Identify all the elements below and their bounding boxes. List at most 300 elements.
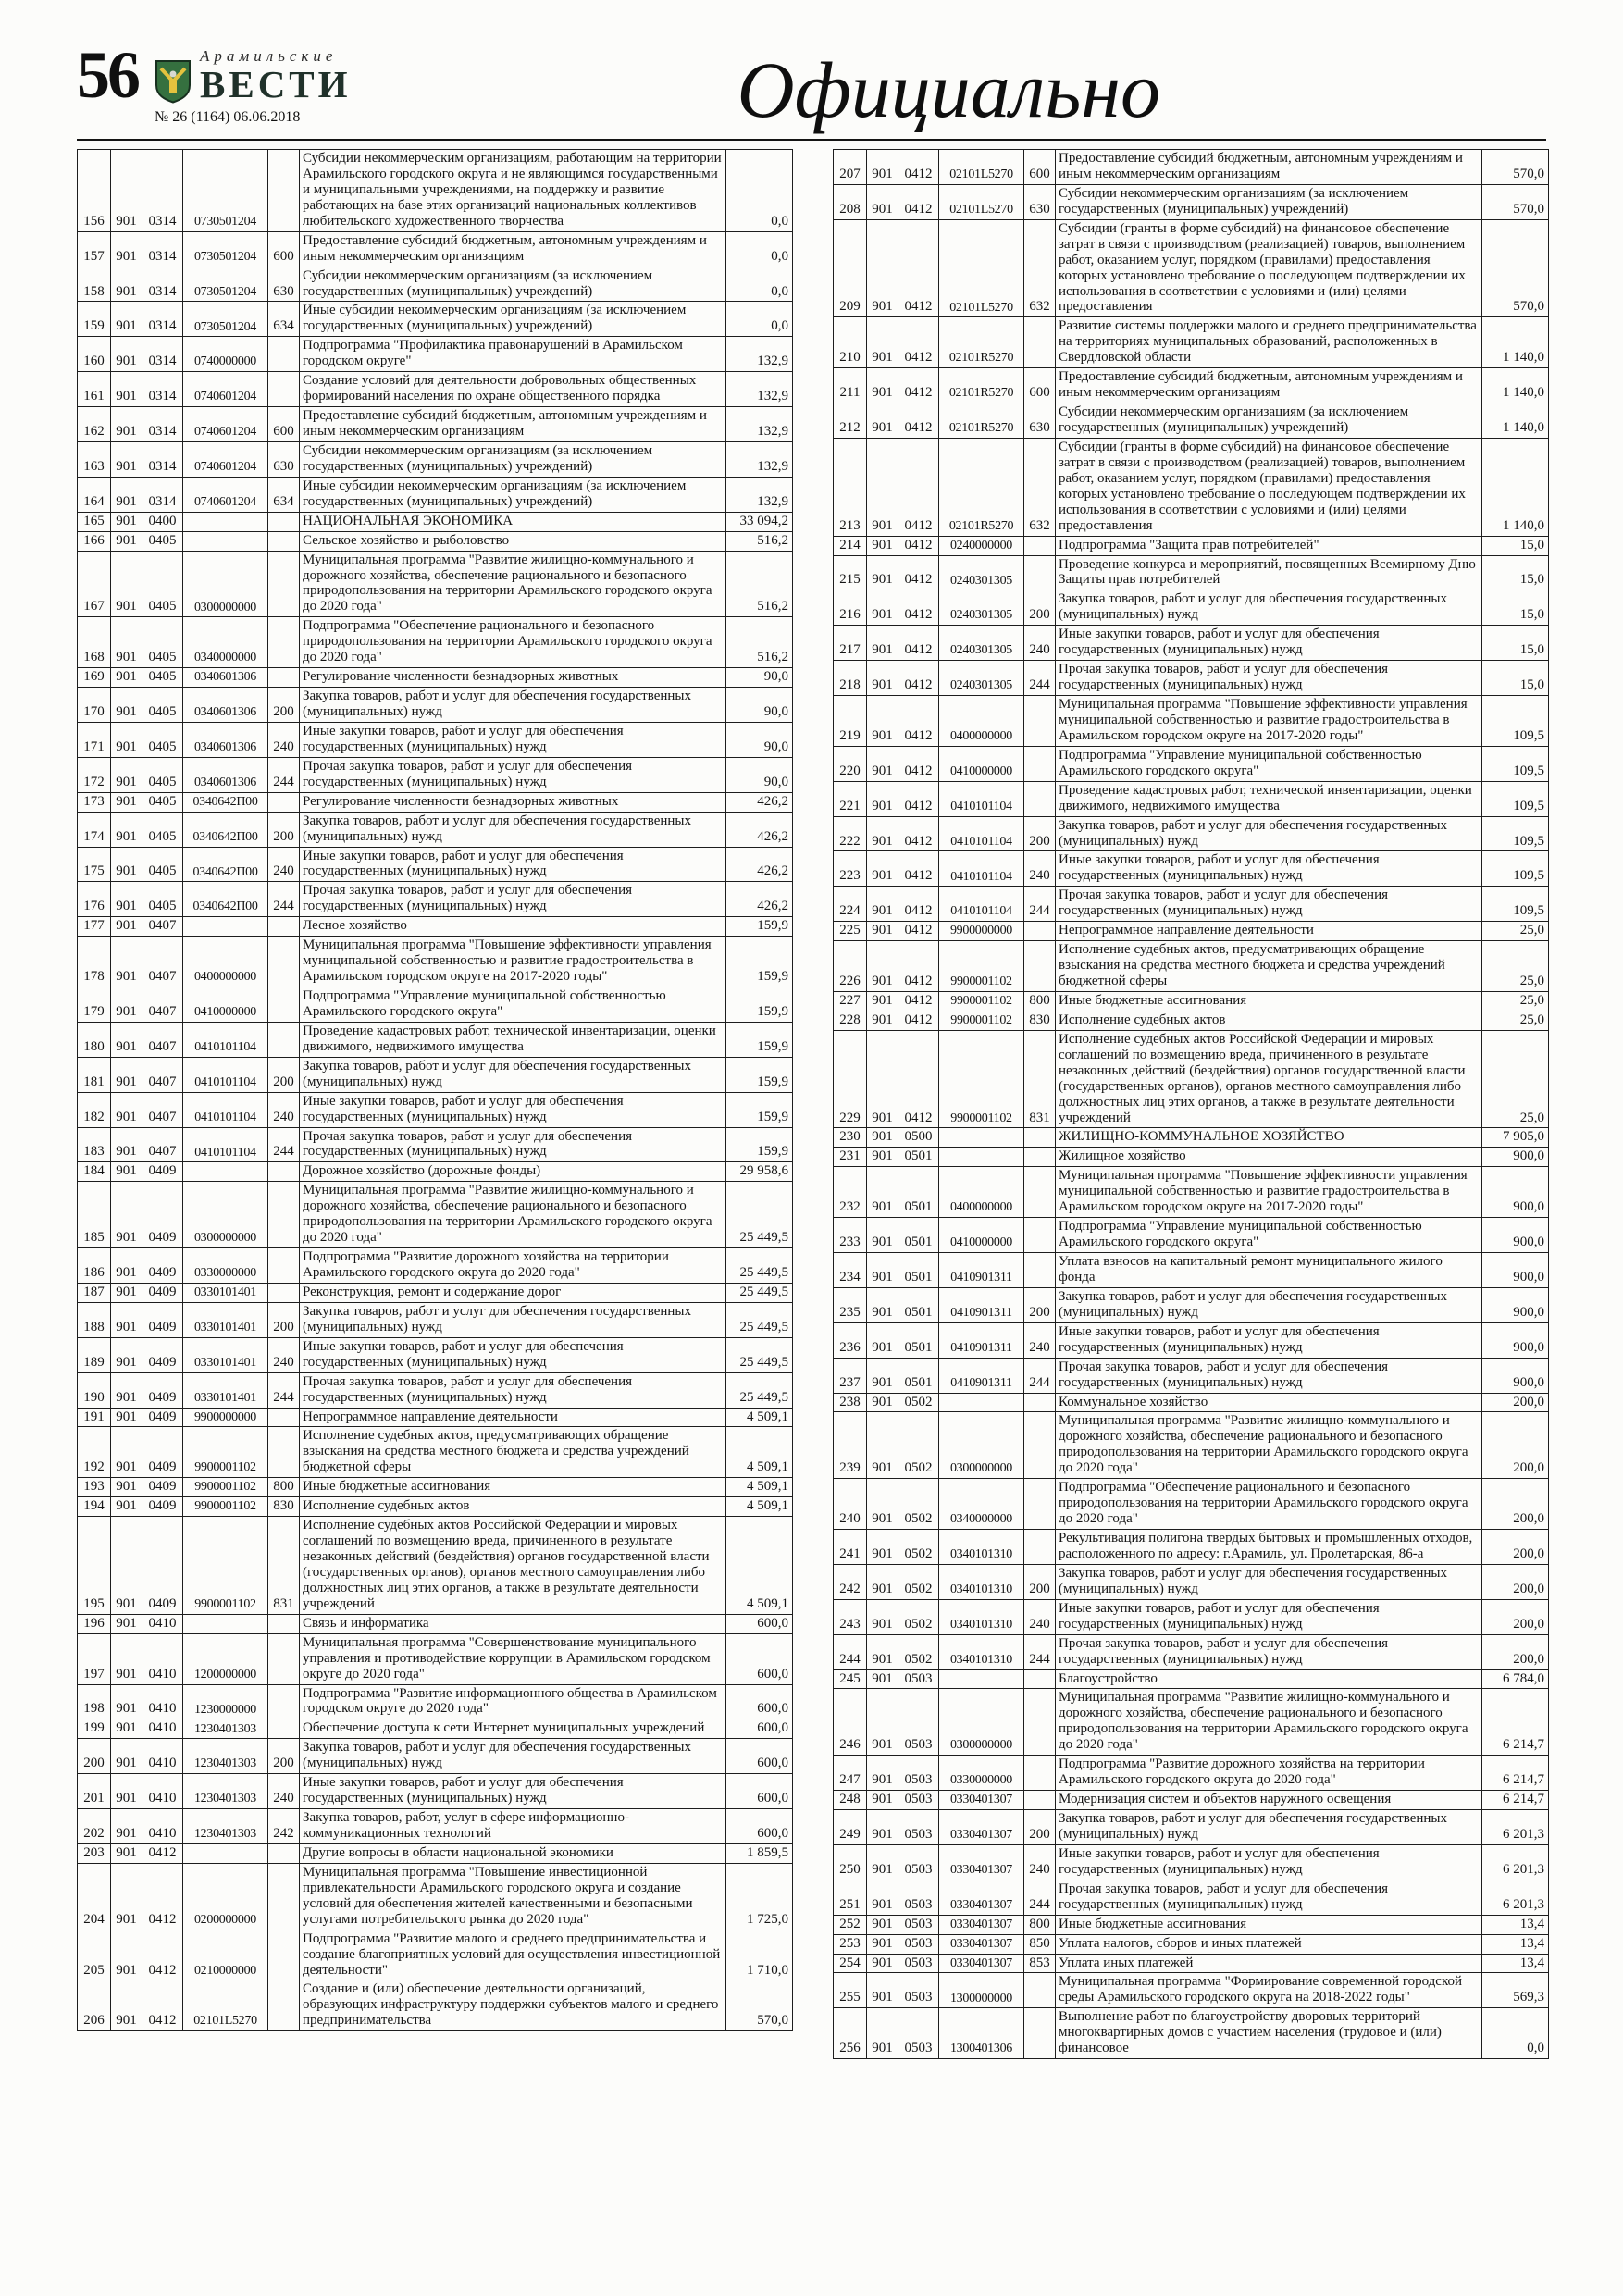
target-article-cell [183,531,268,551]
budget-row [834,219,1549,317]
expense-type-cell [1024,746,1056,781]
expense-name-cell: Уплата налогов, сборов и иных платежей [1056,1934,1482,1954]
amount-cell: 900,0 [1482,1253,1549,1288]
expense-name-cell: Иные субсидии некоммерческим организациям (за исключением государственных (муниципальных) учреждений) [300,477,726,512]
section-code-cell: 0407 [142,1057,183,1092]
expense-name-cell: Жилищное хозяйство [1056,1148,1482,1167]
target-article-cell: 0730501204 [183,231,268,267]
row-number-cell: 209 [834,219,867,317]
budget-row [78,1427,793,1478]
row-number-cell: 206 [78,1980,111,2031]
budget-row [78,1809,793,1844]
grbs-code-cell: 901 [111,551,142,617]
target-article-cell: 0330101401 [183,1302,268,1337]
amount-cell: 200,0 [1482,1479,1549,1530]
budget-row [78,1863,793,1930]
grbs-code-cell: 901 [111,1283,142,1302]
row-number-cell: 231 [834,1148,867,1167]
expense-type-cell: 200 [268,1739,300,1774]
target-article-cell: 0300000000 [183,551,268,617]
amount-cell: 4 509,1 [726,1497,793,1517]
target-article-cell: 0410101104 [939,851,1024,887]
budget-row [78,812,793,847]
section-code-cell: 0412 [898,368,939,403]
row-number-cell: 169 [78,668,111,688]
section-code-cell: 0412 [898,403,939,439]
section-code-cell: 0503 [898,1954,939,1973]
row-number-cell: 254 [834,1954,867,1973]
amount-cell: 6 201,3 [1482,1880,1549,1915]
expense-type-cell: 242 [268,1809,300,1844]
grbs-code-cell: 901 [867,1973,898,2008]
row-number-cell: 227 [834,991,867,1011]
grbs-code-cell: 901 [867,590,898,626]
row-number-cell: 226 [834,941,867,992]
row-number-cell: 229 [834,1030,867,1128]
amount-cell: 25,0 [1482,991,1549,1011]
row-number-cell: 217 [834,626,867,661]
target-article-cell: 0330401307 [939,1934,1024,1954]
row-number-cell: 245 [834,1669,867,1689]
section-code-cell: 0409 [142,1248,183,1284]
expense-type-cell: 200 [1024,1287,1056,1322]
budget-row [834,1393,1549,1412]
budget-row [78,512,793,531]
section-code-cell: 0314 [142,231,183,267]
target-article-cell [939,1669,1024,1689]
page-header [0,0,1623,134]
amount-cell: 7 905,0 [1482,1128,1549,1148]
grbs-code-cell: 901 [111,337,142,372]
amount-cell: 25,0 [1482,941,1549,992]
section-code-cell: 0412 [898,816,939,851]
section-code-cell: 0407 [142,1022,183,1057]
section-code-cell: 0405 [142,668,183,688]
amount-cell: 600,0 [726,1614,793,1633]
expense-name-cell: Реконструкция, ремонт и содержание дорог [300,1283,726,1302]
grbs-code-cell: 901 [111,937,142,987]
budget-row [78,1774,793,1809]
amount-cell: 570,0 [1482,150,1549,185]
section-code-cell: 0412 [898,991,939,1011]
grbs-code-cell: 901 [867,941,898,992]
row-number-cell: 156 [78,150,111,232]
budget-row [78,551,793,617]
grbs-code-cell: 901 [111,512,142,531]
expense-name-cell: Прочая закупка товаров, работ и услуг для обеспечения государственных (муниципальных) нужд [300,1127,726,1162]
expense-type-cell: 830 [268,1497,300,1517]
expense-type-cell [1024,1669,1056,1689]
section-code-cell: 0501 [898,1218,939,1253]
expense-name-cell: Регулирование численности безнадзорных животных [300,792,726,812]
expense-type-cell [268,150,300,232]
budget-row [78,302,793,337]
expense-type-cell [1024,922,1056,941]
budget-row [834,590,1549,626]
budget-row [834,1358,1549,1393]
amount-cell: 0,0 [1482,2008,1549,2059]
target-article-cell: 02101R5270 [939,403,1024,439]
target-article-cell: 0200000000 [183,1863,268,1930]
aramil-coat-of-arms-icon [155,59,192,104]
expense-type-cell: 200 [1024,590,1056,626]
amount-cell: 6 214,7 [1482,1689,1549,1756]
expense-name-cell: Подпрограмма "Развитие дорожного хозяйства на территории Арамильского городского округа до 2020 года" [1056,1756,1482,1791]
expense-name-cell: Иные закупки товаров, работ и услуг для обеспечения государственных (муниципальных) нужд [1056,851,1482,887]
budget-row [834,1253,1549,1288]
grbs-code-cell: 901 [111,792,142,812]
section-code-cell: 0314 [142,441,183,477]
expense-name-cell: Иные закупки товаров, работ и услуг для обеспечения государственных (муниципальных) нужд [300,1337,726,1372]
budget-row [78,372,793,407]
section-code-cell: 0501 [898,1253,939,1288]
grbs-code-cell: 901 [111,722,142,757]
amount-cell: 600,0 [726,1684,793,1719]
expense-name-cell: НАЦИОНАЛЬНАЯ ЭКОНОМИКА [300,512,726,531]
budget-row [78,1478,793,1497]
budget-row [78,757,793,792]
budget-row [78,1057,793,1092]
amount-cell: 25,0 [1482,922,1549,941]
expense-name-cell: Связь и информатика [300,1614,726,1633]
budget-row [834,2008,1549,2059]
grbs-code-cell: 901 [867,1479,898,1530]
target-article-cell: 9900000000 [939,922,1024,941]
target-article-cell: 0330101401 [183,1283,268,1302]
grbs-code-cell: 901 [867,1844,898,1880]
expense-type-cell [1024,317,1056,368]
amount-cell: 4 509,1 [726,1427,793,1478]
grbs-code-cell: 901 [867,1148,898,1167]
grbs-code-cell: 901 [111,1809,142,1844]
target-article-cell: 0740000000 [183,337,268,372]
budget-table-right [833,149,1549,2059]
budget-row [834,1322,1549,1358]
row-number-cell: 238 [834,1393,867,1412]
expense-type-cell: 240 [1024,851,1056,887]
section-code-cell: 0503 [898,1791,939,1810]
amount-cell: 900,0 [1482,1287,1549,1322]
budget-row [834,1128,1549,1148]
section-code-cell: 0502 [898,1564,939,1599]
target-article-cell: 1230000000 [183,1684,268,1719]
grbs-code-cell: 901 [111,1719,142,1739]
expense-name-cell: Исполнение судебных актов [1056,1011,1482,1030]
amount-cell: 132,9 [726,372,793,407]
section-code-cell: 0407 [142,917,183,937]
expense-name-cell: Иные субсидии некоммерческим организациям (за исключением государственных (муниципальных) учреждений) [300,302,726,337]
amount-cell: 1 140,0 [1482,317,1549,368]
expense-name-cell: Прочая закупка товаров, работ и услуг для обеспечения государственных (муниципальных) нужд [300,882,726,917]
row-number-cell: 203 [78,1843,111,1863]
expense-name-cell: Закупка товаров, работ и услуг для обеспечения государственных (муниципальных) нужд [300,1302,726,1337]
amount-cell: 13,4 [1482,1915,1549,1934]
grbs-code-cell: 901 [867,851,898,887]
expense-type-cell: 240 [1024,1844,1056,1880]
row-number-cell: 161 [78,372,111,407]
amount-cell: 159,9 [726,937,793,987]
amount-cell: 29 958,6 [726,1162,793,1182]
amount-cell: 6 201,3 [1482,1810,1549,1845]
expense-name-cell: Лесное хозяйство [300,917,726,937]
expense-name-cell: Иные закупки товаров, работ и услуг для обеспечения государственных (муниципальных) нужд [300,1092,726,1127]
target-article-cell: 0410901311 [939,1287,1024,1322]
amount-cell: 25 449,5 [726,1302,793,1337]
budget-row [78,882,793,917]
amount-cell: 25 449,5 [726,1283,793,1302]
expense-type-cell: 600 [1024,150,1056,185]
expense-type-cell [268,551,300,617]
target-article-cell: 0330000000 [939,1756,1024,1791]
grbs-code-cell: 901 [111,1092,142,1127]
section-code-cell: 0405 [142,812,183,847]
section-code-cell: 0503 [898,2008,939,2059]
budget-row [834,746,1549,781]
target-article-cell [183,1614,268,1633]
target-article-cell [183,1162,268,1182]
budget-row [78,722,793,757]
budget-rows-right [834,150,1549,2059]
row-number-cell: 174 [78,812,111,847]
amount-cell: 516,2 [726,531,793,551]
target-article-cell: 0340000000 [939,1479,1024,1530]
expense-name-cell: Прочая закупка товаров, работ и услуг для обеспечения государственных (муниципальных) нужд [1056,1634,1482,1669]
expense-type-cell [1024,2008,1056,2059]
grbs-code-cell: 901 [867,1167,898,1218]
budget-row [834,781,1549,816]
expense-type-cell: 600 [268,407,300,442]
target-article-cell: 0400000000 [183,937,268,987]
expense-name-cell: Регулирование численности безнадзорных животных [300,668,726,688]
budget-row [834,887,1549,922]
row-number-cell: 233 [834,1218,867,1253]
expense-type-cell: 240 [268,1092,300,1127]
expense-name-cell: Муниципальная программа "Развитие жилищно-коммунального и дорожного хозяйства, обеспечение рационального и безопасного природопользования на территории Арамильского городского округа до 2020 года" [300,1182,726,1248]
amount-cell: 132,9 [726,477,793,512]
budget-row [834,150,1549,185]
amount-cell: 13,4 [1482,1934,1549,1954]
expense-type-cell [268,1843,300,1863]
row-number-cell: 189 [78,1337,111,1372]
row-number-cell: 228 [834,1011,867,1030]
grbs-code-cell: 901 [867,626,898,661]
target-article-cell: 0410101104 [183,1092,268,1127]
section-code-cell: 0405 [142,617,183,668]
row-number-cell: 158 [78,267,111,302]
section-code-cell: 0412 [898,590,939,626]
target-article-cell: 0300000000 [939,1412,1024,1479]
target-article-cell: 0340101310 [939,1530,1024,1565]
budget-row [78,337,793,372]
grbs-code-cell: 901 [867,438,898,536]
target-article-cell: 0740601204 [183,477,268,512]
budget-row [834,438,1549,536]
section-title: Официально [737,45,1160,134]
target-article-cell: 0410000000 [939,1218,1024,1253]
amount-cell: 426,2 [726,847,793,882]
amount-cell: 6 201,3 [1482,1844,1549,1880]
expense-type-cell [268,792,300,812]
expense-type-cell [1024,1393,1056,1412]
budget-row [834,941,1549,992]
row-number-cell: 250 [834,1844,867,1880]
amount-cell: 159,9 [726,917,793,937]
grbs-code-cell: 901 [111,847,142,882]
amount-cell: 159,9 [726,1022,793,1057]
expense-name-cell: Подпрограмма "Управление муниципальной собственностью Арамильского городского округа" [300,987,726,1023]
section-code-cell: 0502 [898,1393,939,1412]
expense-name-cell: Субсидии некоммерческим организациям (за исключением государственных (муниципальных) учреждений) [300,441,726,477]
expense-name-cell: Иные закупки товаров, работ и услуг для обеспечения государственных (муниципальных) нужд [300,1774,726,1809]
grbs-code-cell: 901 [111,882,142,917]
newspaper-logo [155,48,352,126]
expense-name-cell: Прочая закупка товаров, работ и услуг для обеспечения государственных (муниципальных) нужд [1056,1880,1482,1915]
row-number-cell: 195 [78,1517,111,1615]
expense-type-cell: 853 [1024,1954,1056,1973]
expense-type-cell [268,1930,300,1980]
budget-row [834,1287,1549,1322]
row-number-cell: 216 [834,590,867,626]
expense-type-cell: 240 [268,1337,300,1372]
expense-name-cell: Прочая закупка товаров, работ и услуг для обеспечения государственных (муниципальных) нужд [300,757,726,792]
section-code-cell: 0314 [142,150,183,232]
section-code-cell: 0412 [898,219,939,317]
expense-name-cell: Проведение кадастровых работ, технической инвентаризации, оценки движимого, недвижимого имущества [1056,781,1482,816]
expense-type-cell: 240 [268,1774,300,1809]
row-number-cell: 183 [78,1127,111,1162]
expense-type-cell: 244 [268,1127,300,1162]
target-article-cell: 0240000000 [939,536,1024,555]
amount-cell: 1 710,0 [726,1930,793,1980]
expense-name-cell: Закупка товаров, работ и услуг для обеспечения государственных (муниципальных) нужд [1056,1287,1482,1322]
budget-row [834,922,1549,941]
row-number-cell: 211 [834,368,867,403]
target-article-cell: 0410101104 [183,1057,268,1092]
page-number: 56 [77,38,138,112]
grbs-code-cell: 901 [867,1689,898,1756]
section-code-cell: 0400 [142,512,183,531]
brand-top-label: Арамильские [200,47,338,65]
amount-cell: 200,0 [1482,1599,1549,1634]
target-article-cell: 0340101310 [939,1599,1024,1634]
row-number-cell: 255 [834,1973,867,2008]
expense-type-cell: 200 [268,812,300,847]
expense-name-cell: Прочая закупка товаров, работ и услуг для обеспечения государственных (муниципальных) нужд [1056,661,1482,696]
target-article-cell: 0300000000 [183,1182,268,1248]
section-code-cell: 0409 [142,1478,183,1497]
expense-type-cell [268,1022,300,1057]
row-number-cell: 159 [78,302,111,337]
target-article-cell: 0740601204 [183,372,268,407]
expense-name-cell: Муниципальная программа "Развитие жилищно-коммунального и дорожного хозяйства, обеспечение рационального и безопасного природопользования на территории Арамильского городского округа до 2020 года" [1056,1412,1482,1479]
target-article-cell: 0330401307 [939,1954,1024,1973]
expense-name-cell: Подпрограмма "Профилактика правонарушений в Арамильском городском округе" [300,337,726,372]
amount-cell: 1 725,0 [726,1863,793,1930]
section-code-cell: 0412 [142,1980,183,2031]
amount-cell: 200,0 [1482,1530,1549,1565]
expense-type-cell: 240 [1024,626,1056,661]
expense-type-cell [1024,536,1056,555]
section-code-cell: 0405 [142,792,183,812]
expense-name-cell: Закупка товаров, работ и услуг для обеспечения государственных (муниципальных) нужд [1056,1810,1482,1845]
amount-cell: 25,0 [1482,1030,1549,1128]
section-code-cell: 0500 [898,1128,939,1148]
section-code-cell: 0407 [142,1127,183,1162]
amount-cell: 132,9 [726,441,793,477]
row-number-cell: 252 [834,1915,867,1934]
grbs-code-cell: 901 [867,746,898,781]
expense-name-cell: Исполнение судебных актов [300,1497,726,1517]
expense-name-cell: Муниципальная программа "Совершенствование муниципального управления и противодействие коррупции в Арамильском городском округе до 2020 года" [300,1633,726,1684]
expense-type-cell [268,531,300,551]
budget-row [834,1689,1549,1756]
target-article-cell: 0410901311 [939,1322,1024,1358]
amount-cell: 4 509,1 [726,1517,793,1615]
amount-cell: 132,9 [726,407,793,442]
expense-name-cell: Подпрограмма "Развитие информационного общества в Арамильском городском округе до 2020 года" [300,1684,726,1719]
expense-name-cell: Субсидии (гранты в форме субсидий) на финансовое обеспечение затрат в связи с производством (реализацией) товаров, выполнением работ, оказанием услуг, порядком (правилами) предоставления которых установлено требование о последующем подтверждении их использования в соответствии с условиями и (или) целями предоставления [1056,219,1482,317]
row-number-cell: 199 [78,1719,111,1739]
amount-cell: 600,0 [726,1739,793,1774]
grbs-code-cell: 901 [867,1393,898,1412]
expense-name-cell: Выполнение работ по благоустройству дворовых территорий многоквартирных домов с участием населения (трудовое и (или) финансовое [1056,2008,1482,2059]
expense-type-cell [268,1633,300,1684]
budget-row [78,668,793,688]
section-code-cell: 0405 [142,551,183,617]
budget-row [78,917,793,937]
expense-type-cell [268,1283,300,1302]
row-number-cell: 190 [78,1372,111,1408]
expense-name-cell: Подпрограмма "Защита прав потребителей" [1056,536,1482,555]
budget-row [834,1148,1549,1167]
section-code-cell: 0409 [142,1162,183,1182]
target-article-cell: 02101L5270 [939,184,1024,219]
grbs-code-cell: 901 [867,991,898,1011]
section-code-cell: 0314 [142,302,183,337]
budget-row [834,1880,1549,1915]
expense-name-cell: Непрограммное направление деятельности [300,1408,726,1427]
target-article-cell: 0740601204 [183,441,268,477]
row-number-cell: 157 [78,231,111,267]
section-code-cell: 0412 [898,150,939,185]
expense-name-cell: Муниципальная программа "Повышение эффективности управления муниципальной собственностью и развитие градостроительства в Арамильском городском округе на 2017-2020 годы" [1056,1167,1482,1218]
row-number-cell: 241 [834,1530,867,1565]
budget-row [834,626,1549,661]
expense-type-cell [1024,1973,1056,2008]
expense-type-cell: 850 [1024,1934,1056,1954]
section-code-cell: 0501 [898,1358,939,1393]
budget-row [78,1022,793,1057]
grbs-code-cell: 901 [867,555,898,590]
budget-row [78,1283,793,1302]
budget-row [78,1127,793,1162]
expense-name-cell: Иные бюджетные ассигнования [1056,1915,1482,1934]
amount-cell: 13,4 [1482,1954,1549,1973]
expense-name-cell: Другие вопросы в области национальной экономики [300,1843,726,1863]
target-article-cell: 9900001102 [183,1478,268,1497]
budget-row [834,991,1549,1011]
budget-row [78,1248,793,1284]
budget-row [78,1302,793,1337]
amount-cell: 1 859,5 [726,1843,793,1863]
grbs-code-cell: 901 [111,1127,142,1162]
row-number-cell: 191 [78,1408,111,1427]
brand-name-label: ВЕСТИ [200,63,352,105]
budget-row [78,1980,793,2031]
target-article-cell: 1230401303 [183,1739,268,1774]
grbs-code-cell: 901 [111,1497,142,1517]
expense-name-cell: Муниципальная программа "Повышение эффективности управления муниципальной собственностью и развитие градостроительства в Арамильском городском округе на 2017-2020 годы" [300,937,726,987]
